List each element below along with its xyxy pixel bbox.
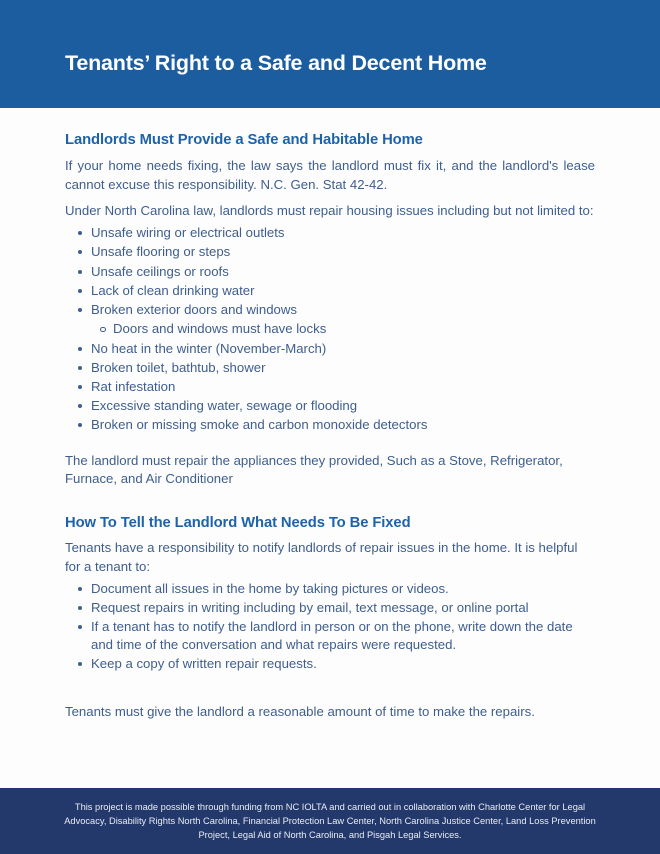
list-item: No heat in the winter (November-March) bbox=[65, 340, 595, 358]
page-title: Tenants’ Right to a Safe and Decent Home bbox=[65, 50, 487, 75]
list-item: Unsafe wiring or electrical outlets bbox=[65, 224, 595, 242]
page-footer-band bbox=[0, 788, 660, 854]
section-heading-how-to-tell-landlord: How To Tell the Landlord What Needs To Be Fixed bbox=[65, 515, 411, 532]
list-item: Keep a copy of written repair requests. bbox=[65, 655, 595, 673]
section-2-bullet-list bbox=[65, 577, 595, 674]
list-item: If a tenant has to notify the landlord in person or on the phone, write down the date and time of the conversation and what repairs were requested. bbox=[65, 618, 595, 654]
section-1-paragraph-1: If your home needs fixing, the law says the landlord must fix it, and the landlord's lease cannot excuse this responsibility. N.C. Gen. Stat 42-42. bbox=[65, 158, 595, 192]
section-1-paragraph-2: Under North Carolina law, landlords must repair housing issues including but not limited to: bbox=[65, 203, 594, 219]
section-heading-landlords-must-provide: Landlords Must Provide a Safe and Habitable Home bbox=[65, 132, 423, 148]
section-2-paragraph-1: Tenants have a responsibility to notify landlords of repair issues in the home. It is helpful for a tenant to: bbox=[65, 540, 578, 574]
document-body bbox=[0, 108, 660, 788]
list-item: Request repairs in writing including by email, text message, or online portal bbox=[65, 599, 595, 617]
list-item: Rat infestation bbox=[65, 378, 595, 396]
list-item: Excessive standing water, sewage or flooding bbox=[65, 397, 595, 415]
page-header-band bbox=[0, 0, 660, 108]
list-item: Broken exterior doors and windows bbox=[65, 301, 595, 319]
list-item: Unsafe ceilings or roofs bbox=[65, 263, 595, 281]
list-item: Lack of clean drinking water bbox=[65, 282, 595, 300]
list-item: Unsafe flooring or steps bbox=[65, 243, 595, 261]
list-item: Broken toilet, bathtub, shower bbox=[65, 359, 595, 377]
list-item: Broken or missing smoke and carbon monoxide detectors bbox=[65, 416, 595, 434]
list-item: Document all issues in the home by taking pictures or videos. bbox=[65, 580, 595, 598]
footer-funding-statement: This project is made possible through funding from NC IOLTA and carried out in collaboration with Charlotte Center for Legal Advocacy, Disability Rights North Carolina, Financial Protection Law Center, North Carolina Justice Center, Land Loss Prevention Project, Legal Aid of North Carolina, and Pisgah Legal Services. bbox=[64, 801, 596, 841]
section-2-closing-paragraph: Tenants must give the landlord a reasonable amount of time to make the repairs. bbox=[65, 703, 535, 719]
section-1-bullet-list bbox=[65, 221, 595, 434]
sub-list-item: Doors and windows must have locks bbox=[65, 320, 595, 338]
section-1-closing-paragraph: The landlord must repair the appliances they provided, Such as a Stove, Refrigerator, Furnace, and Air Conditioner bbox=[65, 452, 563, 487]
